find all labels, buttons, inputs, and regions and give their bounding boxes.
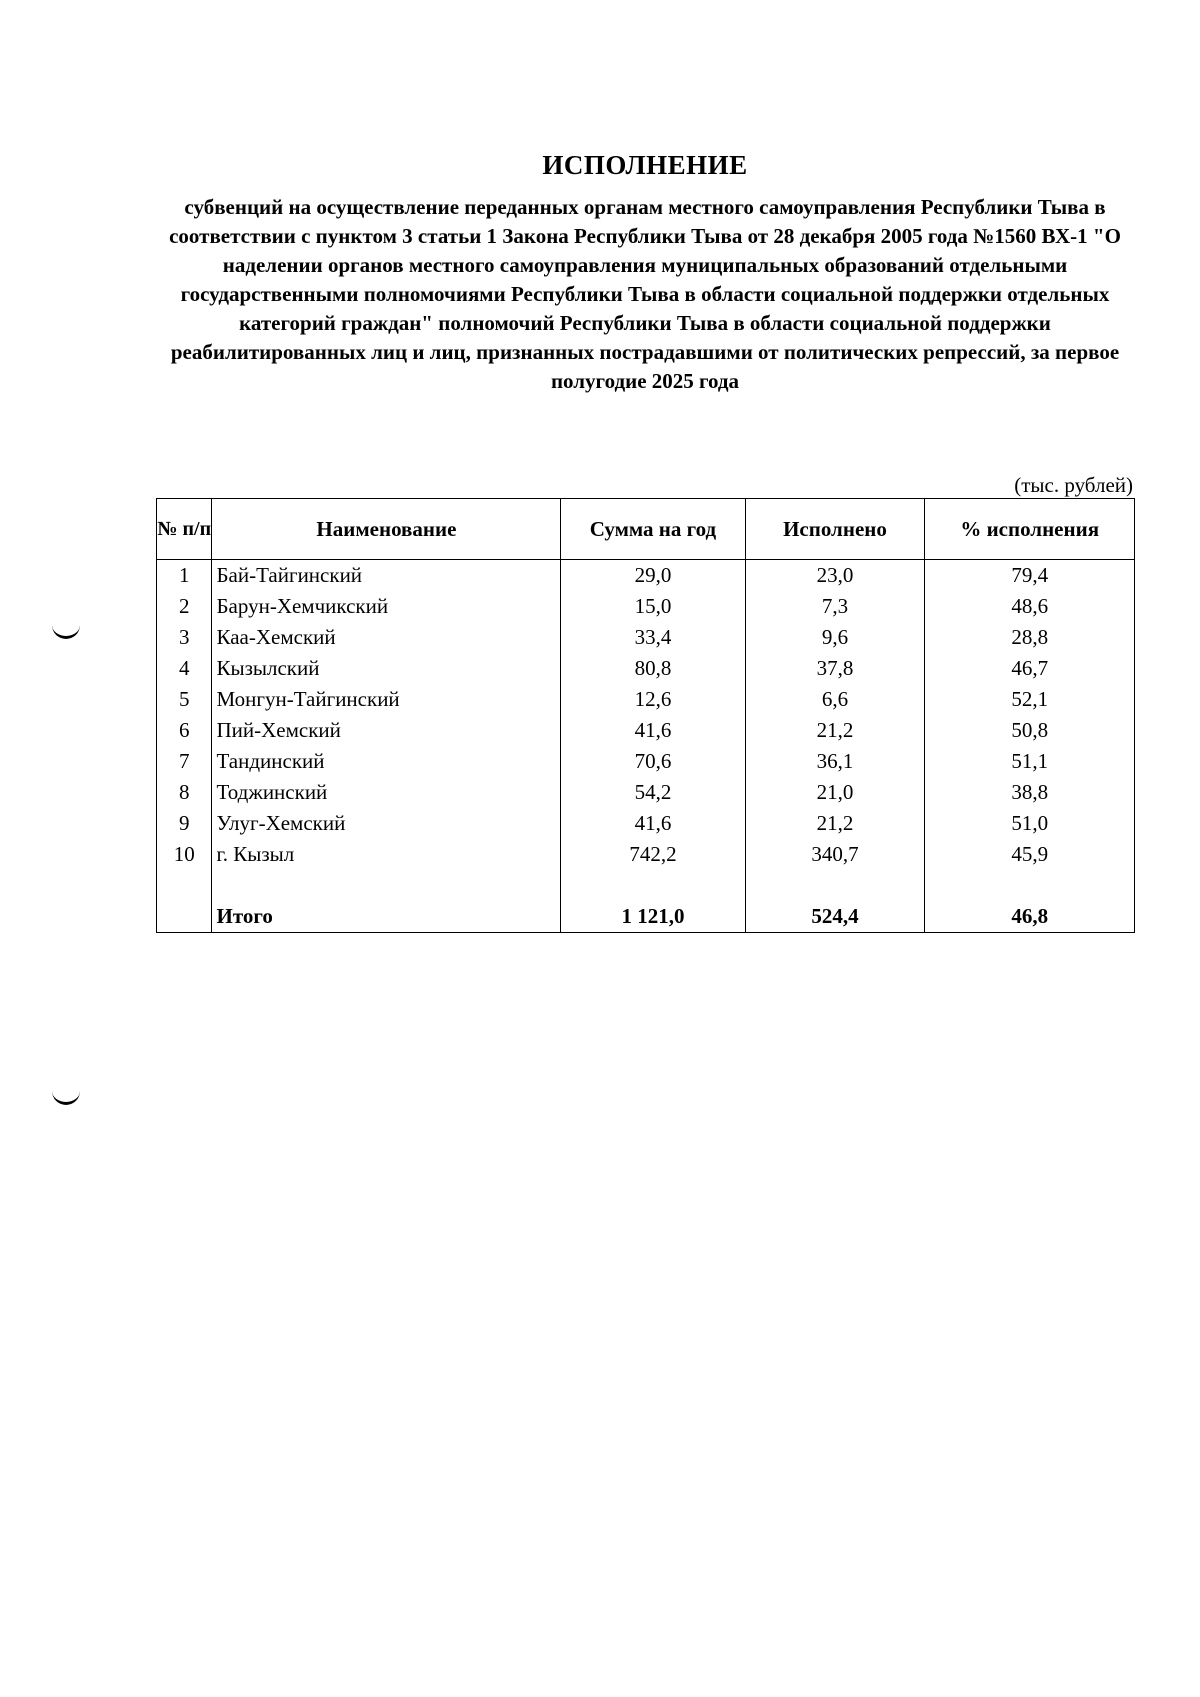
row-sum: 742,2 [561, 839, 745, 870]
row-done: 23,0 [745, 560, 925, 592]
row-pct: 48,6 [925, 591, 1135, 622]
table-row [157, 591, 1135, 622]
row-num: 10 [157, 839, 212, 870]
table-row [157, 746, 1135, 777]
margin-mark [52, 1088, 80, 1105]
total-sum: 1 121,0 [561, 901, 745, 933]
document-subtitle: субвенций на осуществление переданных органам местного самоуправления Республики Тыва в соответствии с пунктом 3 статьи 1 Закона Республики Тыва от 28 декабря 2005 года №1560 ВХ-1 "О наделении органов местного самоуправления муниципальных образований отдельными государственными полномочиями Республики Тыва в области социальной поддержки отдельных категорий граждан" полномочий Республики Тыва в области социальной поддержки реабилитированных лиц и лиц, признанных пострадавшими от политических репрессий, за первое полугодие 2025 года [169, 195, 1121, 393]
table-row [157, 560, 1135, 592]
row-sum: 70,6 [561, 746, 745, 777]
row-num: 4 [157, 653, 212, 684]
row-num: 9 [157, 808, 212, 839]
table-row [157, 808, 1135, 839]
total-num [157, 901, 212, 933]
row-pct: 28,8 [925, 622, 1135, 653]
row-name: Улуг-Хемский [212, 808, 561, 839]
header-pct: % исполнения [925, 499, 1135, 560]
header-num: № п/п [157, 499, 212, 560]
row-done: 9,6 [745, 622, 925, 653]
row-pct: 52,1 [925, 684, 1135, 715]
total-done: 524,4 [745, 901, 925, 933]
row-done: 6,6 [745, 684, 925, 715]
row-sum: 54,2 [561, 777, 745, 808]
table-row [157, 839, 1135, 870]
row-done: 21,2 [745, 715, 925, 746]
row-num: 7 [157, 746, 212, 777]
row-name: Каа-Хемский [212, 622, 561, 653]
table-total-row [157, 901, 1135, 933]
row-name: Бай-Тайгинский [212, 560, 561, 592]
row-done: 37,8 [745, 653, 925, 684]
table-spacer-row [157, 870, 1135, 901]
row-name: Кызылский [212, 653, 561, 684]
row-num: 8 [157, 777, 212, 808]
row-sum: 12,6 [561, 684, 745, 715]
row-pct: 51,1 [925, 746, 1135, 777]
row-num: 2 [157, 591, 212, 622]
row-done: 7,3 [745, 591, 925, 622]
row-name: Барун-Хемчикский [212, 591, 561, 622]
row-sum: 80,8 [561, 653, 745, 684]
row-pct: 38,8 [925, 777, 1135, 808]
row-sum: 15,0 [561, 591, 745, 622]
table-header-row [157, 499, 1135, 560]
table-row [157, 777, 1135, 808]
document-title: ИСПОЛНЕНИЕ [542, 150, 748, 180]
row-name: г. Кызыл [212, 839, 561, 870]
row-done: 21,0 [745, 777, 925, 808]
total-pct: 46,8 [925, 901, 1135, 933]
row-done: 21,2 [745, 808, 925, 839]
table-row [157, 622, 1135, 653]
row-sum: 29,0 [561, 560, 745, 592]
row-name: Монгун-Тайгинский [212, 684, 561, 715]
row-name: Тоджинский [212, 777, 561, 808]
header-done: Исполнено [745, 499, 925, 560]
row-num: 5 [157, 684, 212, 715]
header-name: Наименование [212, 499, 561, 560]
row-done: 340,7 [745, 839, 925, 870]
row-num: 6 [157, 715, 212, 746]
margin-mark [52, 622, 80, 639]
row-pct: 79,4 [925, 560, 1135, 592]
row-pct: 51,0 [925, 808, 1135, 839]
execution-table [156, 498, 1135, 933]
row-sum: 33,4 [561, 622, 745, 653]
header-sum: Сумма на год [561, 499, 745, 560]
row-pct: 46,7 [925, 653, 1135, 684]
row-done: 36,1 [745, 746, 925, 777]
row-sum: 41,6 [561, 715, 745, 746]
table-row [157, 653, 1135, 684]
row-name: Пий-Хемский [212, 715, 561, 746]
row-name: Тандинский [212, 746, 561, 777]
row-pct: 45,9 [925, 839, 1135, 870]
units-label: (тыс. рублей) [1014, 473, 1133, 497]
total-name: Итого [212, 901, 561, 933]
row-num: 1 [157, 560, 212, 592]
table-row [157, 684, 1135, 715]
table-row [157, 715, 1135, 746]
row-sum: 41,6 [561, 808, 745, 839]
row-num: 3 [157, 622, 212, 653]
row-pct: 50,8 [925, 715, 1135, 746]
